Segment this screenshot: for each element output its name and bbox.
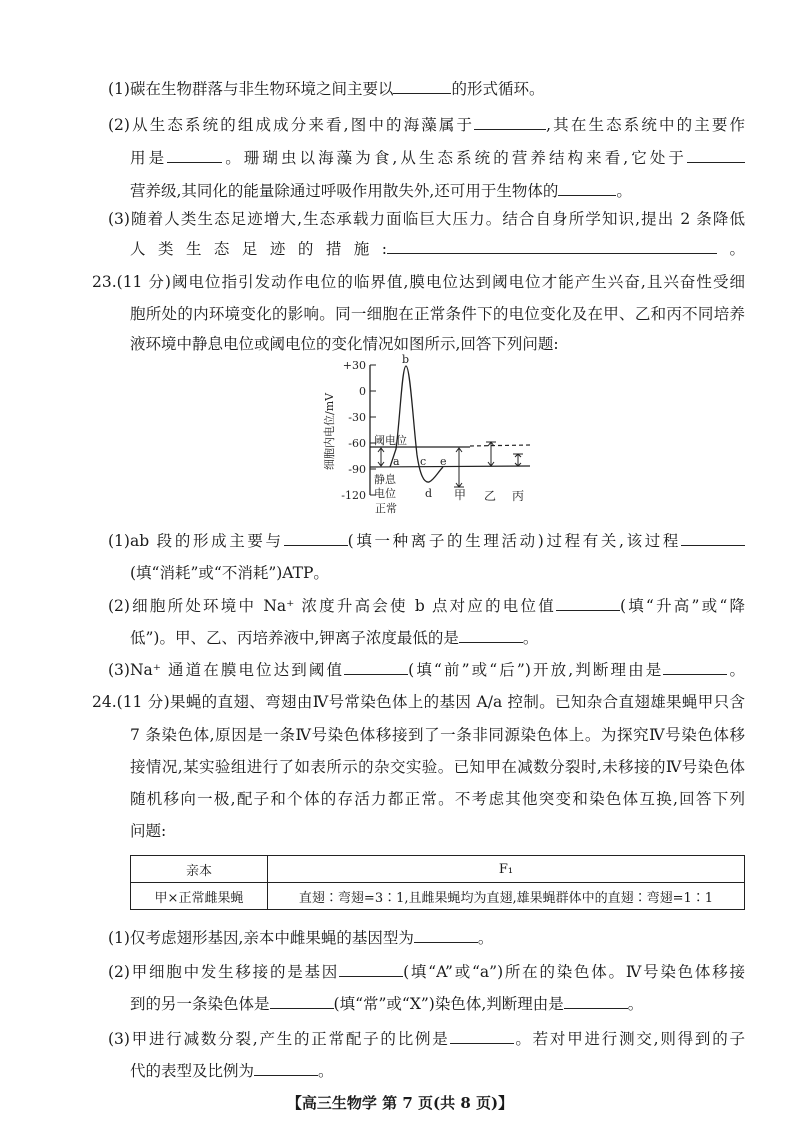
- text-segment: 。若对甲进行测交,则得到的子: [513, 1030, 745, 1048]
- text-line: [130, 181, 632, 201]
- text-segment: (3)随着人类生态足迹增大,生态承载力面临巨大压力。结合自身所学知识,提出 2 条降低: [108, 210, 745, 228]
- answer-blank[interactable]: [450, 1029, 514, 1044]
- text-segment: 到的另一条染色体是: [130, 995, 270, 1013]
- text-segment: (填“前”或“后”)开放,判断理由是: [408, 661, 664, 679]
- table-cell: 甲×正常雌果蝇: [131, 883, 268, 910]
- answer-blank[interactable]: [270, 994, 334, 1009]
- text-line: [130, 725, 745, 745]
- text-line: [130, 1061, 334, 1081]
- text-segment: (1)ab 段的形成主要与: [108, 532, 284, 550]
- answer-blank[interactable]: [254, 1061, 318, 1076]
- y-tick-label: 0: [359, 385, 366, 398]
- text-segment: (3)甲进行减数分裂,产生的正常配子的比例是: [108, 1030, 450, 1048]
- text-segment: (填“A”或“a”)所在的染色体。Ⅳ号染色体移接: [403, 963, 745, 981]
- text-segment: 用是: [130, 149, 168, 167]
- text-segment: 营养级,其同化的能量除通过呼吸作用散失外,还可用于生物体的: [130, 182, 559, 200]
- text-line: [108, 596, 745, 616]
- y-tick-label: +30: [342, 359, 366, 372]
- text-segment: 。: [616, 182, 632, 200]
- membrane-potential-figure: [310, 350, 550, 522]
- table-header: F₁: [268, 856, 745, 883]
- answer-blank[interactable]: [558, 181, 616, 196]
- y-axis-label: 细胞内电位/mV: [323, 392, 336, 470]
- y-tick-label: -120: [341, 489, 366, 502]
- text-line: [108, 928, 493, 948]
- text-segment: 24.(11 分)果蝇的直翅、弯翅由Ⅳ号常染色体上的基因 A/a 控制。已知杂合直翅雄果蝇甲只含: [92, 693, 745, 711]
- text-segment: 。: [627, 995, 644, 1013]
- bing-arrow: [513, 454, 523, 466]
- point-d: d: [425, 487, 433, 500]
- text-line: [108, 115, 745, 135]
- table-header-row: [131, 856, 745, 883]
- y-tick-label: -60: [348, 437, 366, 450]
- answer-blank[interactable]: [387, 239, 717, 254]
- cross-experiment-table: [130, 855, 745, 910]
- text-segment: (3)Na⁺ 通道在膜电位达到阈值: [108, 661, 345, 679]
- normal-arrow: [378, 448, 384, 466]
- point-e: e: [440, 455, 447, 468]
- text-segment: (填一种离子的生理活动)过程有关,该过程: [347, 532, 681, 550]
- answer-blank[interactable]: [564, 994, 628, 1009]
- text-segment: 。: [727, 661, 745, 679]
- y-tick-label: -90: [348, 463, 366, 476]
- text-line: [130, 563, 329, 583]
- resting-label: 静息: [374, 473, 396, 486]
- text-line: [108, 962, 745, 982]
- resting-label: 电位: [374, 487, 396, 500]
- text-segment: 液环境中静息电位或阈电位的变化情况如图所示,回答下列问题:: [130, 335, 559, 353]
- y-tick-label: -30: [348, 411, 366, 424]
- answer-blank[interactable]: [284, 531, 348, 546]
- text-line: [108, 660, 745, 680]
- condition-bing: 丙: [512, 489, 525, 503]
- normal-label: 正常: [375, 502, 397, 515]
- page-footer: 【高三生物学 第 7 页(共 8 页)】: [286, 1094, 514, 1112]
- text-segment: (填“升高”或“降: [619, 597, 745, 615]
- text-segment: 。: [522, 629, 539, 647]
- text-segment: (2)甲细胞中发生移接的是基因: [108, 963, 340, 981]
- table-cell: 直翅∶弯翅=3∶1,且雌果蝇均为直翅,雄果蝇群体中的直翅∶弯翅=1∶1: [268, 883, 745, 910]
- text-segment: ,其在生态系统中的主要作: [546, 116, 745, 134]
- text-segment: (1)仅考虑翅形基因,亲本中雌果蝇的基因型为: [108, 929, 414, 947]
- text-line: [108, 79, 544, 99]
- text-segment: 低”)。甲、乙、丙培养液中,钾离子浓度最低的是: [130, 629, 459, 647]
- text-line: [130, 789, 745, 809]
- point-c: c: [420, 455, 427, 468]
- text-segment: 23.(11 分)阈电位指引发动作电位的临界值,膜电位达到阈电位才能产生兴奋,且兴奋性受细: [92, 273, 745, 291]
- answer-blank[interactable]: [556, 596, 620, 611]
- text-segment: 。珊瑚虫以海藻为食,从生态系统的营养结构来看,它处于: [222, 149, 687, 167]
- answer-blank[interactable]: [339, 962, 403, 977]
- text-line: [130, 304, 745, 324]
- text-segment: (2)从生态系统的组成成分来看,图中的海藻属于: [108, 116, 475, 134]
- text-segment: 的形式循环。: [451, 80, 545, 98]
- answer-blank[interactable]: [414, 928, 478, 943]
- text-line: [130, 148, 745, 168]
- text-segment: (1)碳在生物群落与非生物环境之间主要以: [108, 80, 394, 98]
- text-line: [130, 239, 745, 259]
- text-segment: 。: [717, 240, 745, 258]
- text-line: [130, 821, 166, 841]
- text-segment: 接情况,某实验组进行了如表所示的杂交实验。已知甲在减数分裂时,未移接的Ⅳ号染色体: [130, 758, 745, 776]
- text-line: [130, 628, 538, 648]
- answer-blank[interactable]: [344, 660, 408, 675]
- text-segment: 。: [477, 929, 494, 947]
- text-line: [92, 272, 745, 292]
- point-a: a: [393, 455, 400, 468]
- text-line: [108, 1029, 745, 1049]
- answer-blank[interactable]: [393, 79, 451, 94]
- text-segment: (填“常”或“X”)染色体,判断理由是: [333, 995, 564, 1013]
- text-line: [130, 994, 643, 1014]
- table-row: [131, 883, 745, 910]
- text-line: [130, 757, 745, 777]
- threshold-label: 阈电位: [374, 434, 407, 447]
- condition-jia: 甲: [454, 488, 467, 502]
- point-b: b: [402, 353, 410, 366]
- jia-arrow: [454, 448, 464, 487]
- answer-blank[interactable]: [687, 148, 745, 163]
- text-line: [108, 209, 745, 229]
- text-segment: 随机移向一极,配子和个体的存活力都正常。不考虑其他突变和染色体互换,回答下列: [130, 790, 745, 808]
- answer-blank[interactable]: [663, 660, 727, 675]
- text-line: [108, 531, 745, 551]
- threshold-dashed-line: [470, 445, 530, 446]
- answer-blank[interactable]: [681, 531, 745, 546]
- text-segment: (填“消耗”或“不消耗”)ATP。: [130, 564, 329, 582]
- text-line: [92, 692, 745, 712]
- text-segment: 胞所处的内环境变化的影响。同一细胞在正常条件下的电位变化及在甲、乙和丙不同培养: [130, 305, 745, 323]
- text-segment: 人类生态足迹的措施:: [130, 240, 387, 258]
- text-segment: (2)细胞所处环境中 Na⁺ 浓度升高会使 b 点对应的电位值: [108, 597, 556, 615]
- text-segment: 问题:: [130, 822, 167, 840]
- text-segment: 7 条染色体,原因是一条Ⅳ号染色体移接到了一条非同源染色体上。为探究Ⅳ号染色体移: [130, 726, 745, 744]
- answer-blank[interactable]: [459, 628, 523, 643]
- condition-yi: 乙: [484, 489, 497, 503]
- text-segment: 代的表型及比例为: [130, 1062, 255, 1080]
- answer-blank[interactable]: [167, 148, 222, 163]
- answer-blank[interactable]: [474, 115, 546, 130]
- text-segment: 。: [318, 1062, 334, 1080]
- table-header: 亲本: [131, 856, 268, 883]
